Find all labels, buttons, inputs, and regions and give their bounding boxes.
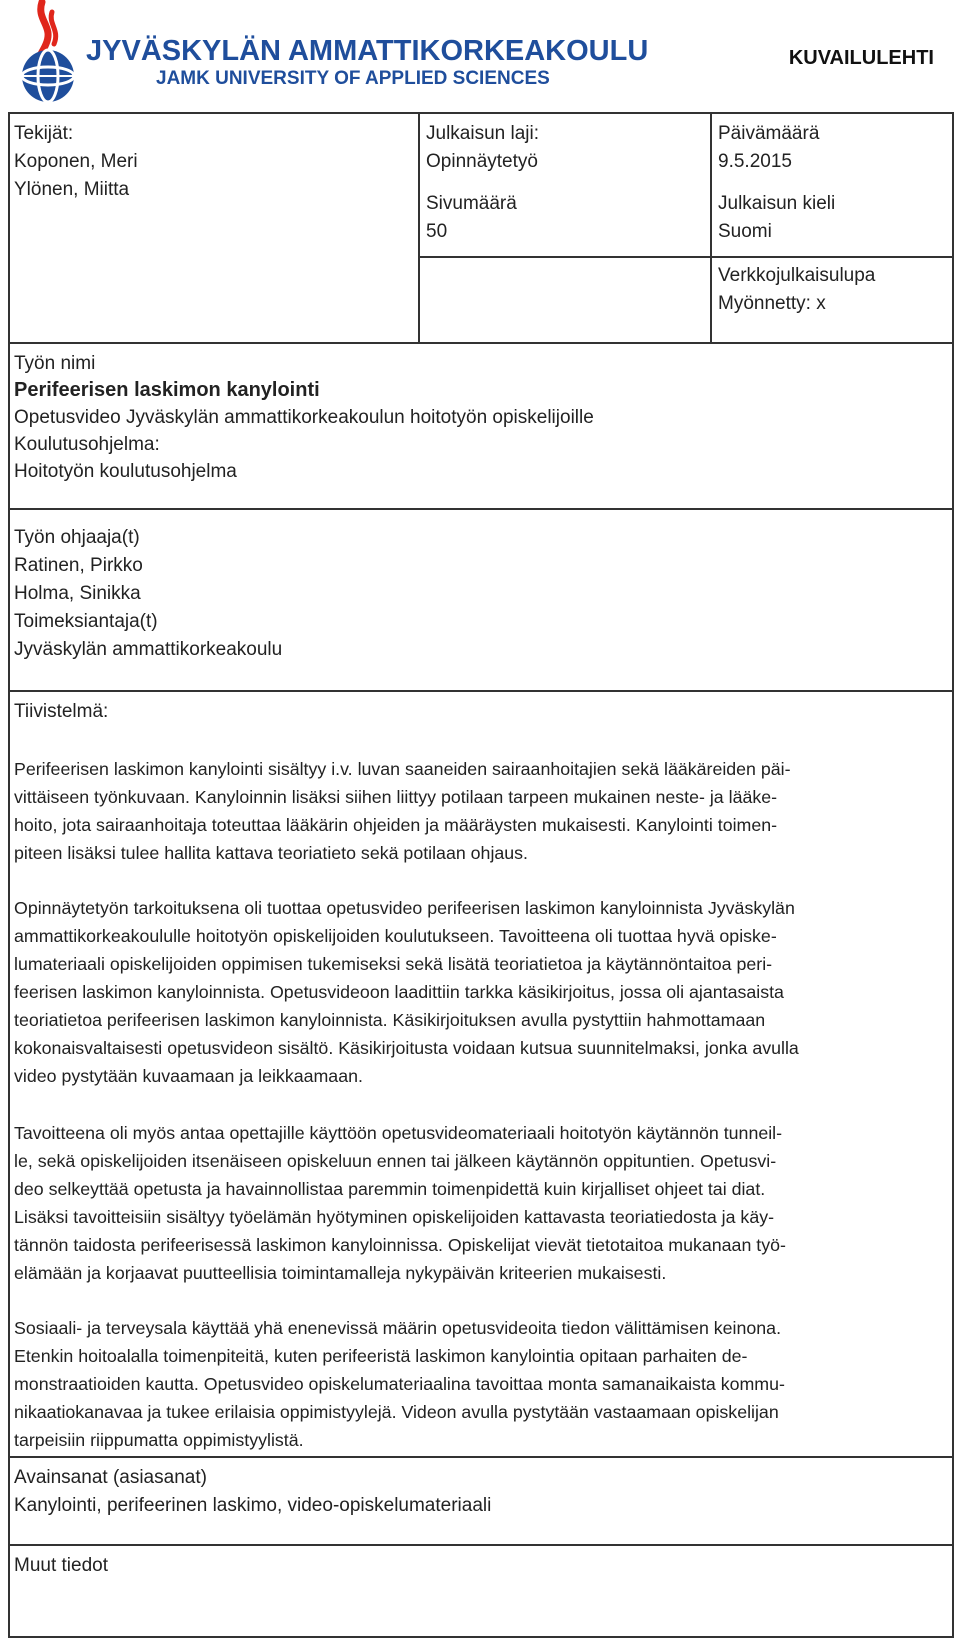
abstract-line: feerisen laskimon kanyloinnista. Opetusvideoon laadittiin tarkka käsikirjoitus, jossa oli ajantasaista <box>14 982 784 1002</box>
abstract-line: Perifeerisen laskimon kanylointi sisältyy i.v. luvan saaneiden sairaanhoitajien sekä lääkäreiden päi- <box>14 759 791 779</box>
abstract-line: ammattikorkeakoululle hoitotyön opiskelijoiden koulutukseen. Tavoitteena oli tuottaa hyvä opiske- <box>14 926 777 946</box>
document-type: KUVAILULEHTI <box>788 47 934 69</box>
row-divider-title <box>8 508 954 510</box>
keywords-value: Kanylointi, perifeerinen laskimo, video-opiskelumateriaali <box>14 1495 492 1516</box>
supervisors-cell <box>14 524 282 664</box>
online-permission-value: Myönnetty: x <box>718 293 826 314</box>
author-name: Koponen, Meri <box>14 151 138 172</box>
abstract-paragraph <box>14 894 954 1090</box>
date-label: Päivämäärä <box>718 123 820 144</box>
abstract-line: hoito, jota sairaanhoitaja toteuttaa lääkärin ohjeiden ja määräysten mukaisesti. Kanylointi toimen- <box>14 815 778 835</box>
supervisor-name: Holma, Sinikka <box>14 583 141 604</box>
author-name: Ylönen, Miitta <box>14 179 130 200</box>
abstract-paragraph <box>14 755 954 867</box>
abstract-line: le, sekä opiskelijoiden itsenäiseen opiskeluun ennen tai jälkeen käytännön oppituntien. Opetusvi- <box>14 1151 777 1171</box>
logo-subtitle: JAMK UNIVERSITY OF APPLIED SCIENCES <box>156 68 550 89</box>
row-divider-header <box>8 342 954 344</box>
document-header <box>8 0 954 112</box>
online-permission-label: Verkkojulkaisulupa <box>718 265 876 286</box>
abstract-line: Etenkin hoitoalalla toimenpiteitä, kuten perifeeristä laskimon kanylointia opitaan parhaiten de- <box>14 1346 748 1366</box>
jamk-logo <box>8 0 688 104</box>
authors-cell <box>14 120 138 204</box>
supervisors-label: Työn ohjaaja(t) <box>14 527 140 548</box>
abstract-line: piteen lisäksi tulee hallita kattava teoriatieto sekä potilaan ohjaus. <box>14 843 528 863</box>
abstract-line: Lisäksi tavoitteisiin sisältyy työelämän hyötyminen opiskelijoiden kattavasta teoriatiedosta ja käy- <box>14 1207 775 1227</box>
abstract-line: tännön taidosta perifeerisessä laskimon kanyloinnissa. Opiskelijat vievät tietotaitoa mukanaan työ- <box>14 1235 786 1255</box>
abstract-line: deo selkeyttää opetusta ja havainnollistaa paremmin toimenpidettä kuin kirjalliset ohjeet tai diat. <box>14 1179 766 1199</box>
date-cell <box>718 120 819 176</box>
abstract-paragraph <box>14 1119 954 1287</box>
supervisor-name: Ratinen, Pirkko <box>14 555 143 576</box>
abstract-paragraph <box>14 1314 954 1454</box>
work-name-label: Työn nimi <box>14 353 96 374</box>
client-value: Jyväskylän ammattikorkeakoulu <box>14 639 283 660</box>
publication-type-cell <box>426 120 539 176</box>
row-divider-abstract <box>8 1456 954 1458</box>
keywords-cell <box>14 1464 491 1520</box>
language-cell <box>718 190 835 246</box>
abstract-line: Tavoitteena oli myös antaa opettajille käyttöön opetusvideomateriaali hoitotyön käytännön tunneil- <box>14 1123 783 1143</box>
row-divider-supervisors <box>8 690 954 692</box>
work-subtitle: Opetusvideo Jyväskylän ammattikorkeakoulun hoitotyön opiskelijoille <box>14 407 594 428</box>
abstract-line: video pystytään kuvaamaan ja leikkaamaan. <box>14 1066 363 1086</box>
keywords-label: Avainsanat (asiasanat) <box>14 1467 207 1488</box>
abstract-line: tarpeisiin riippumatta oppimistyylistä. <box>14 1430 304 1450</box>
work-title: Perifeerisen laskimon kanylointi <box>14 379 320 401</box>
abstract-line: nikaatiokanavaa ja tukee erilaisia oppimistyylejä. Videon avulla pystytään vastaamaan opiskelijan <box>14 1402 779 1422</box>
abstract-line: monstraatioiden kautta. Opetusvideo opiskelumateriaalina tavoittaa monta samanaikaista kommu- <box>14 1374 785 1394</box>
publication-type-value: Opinnäytetyö <box>426 151 538 172</box>
abstract-line: teoriatietoa perifeerisen laskimon kanyloinnista. Käsikirjoituksen avulla pystyttiin hahmottamaan <box>14 1010 766 1030</box>
logo-title: JYVÄSKYLÄN AMMATTIKORKEAKOULU <box>86 35 649 67</box>
language-label: Julkaisun kieli <box>718 193 836 214</box>
abstract-line: lumateriaali opiskelijoiden oppimisen tukemiseksi sekä lisätä teoriatietoa ja käytännöntaitoa peri- <box>14 954 773 974</box>
online-permission-cell <box>718 262 875 318</box>
column-divider-1 <box>418 112 420 344</box>
date-value: 9.5.2015 <box>718 151 792 172</box>
pages-label: Sivumäärä <box>426 193 517 214</box>
language-value: Suomi <box>718 221 772 242</box>
row-divider-pages <box>418 256 954 258</box>
work-title-cell <box>14 350 594 485</box>
program-value: Hoitotyön koulutusohjelma <box>14 461 237 482</box>
abstract-line: Opinnäytetyön tarkoituksena oli tuottaa opetusvideo perifeerisen laskimon kanyloinnista Jyväskylän <box>14 898 795 918</box>
other-info-label: Muut tiedot <box>14 1555 108 1576</box>
jamk-emblem-icon <box>22 2 74 102</box>
program-label: Koulutusohjelma: <box>14 434 160 455</box>
publication-type-label: Julkaisun laji: <box>426 123 539 144</box>
pages-cell <box>426 190 517 246</box>
pages-value: 50 <box>426 221 448 242</box>
abstract-line: elämään ja korjaavat puutteellisia toimintamalleja nykypäivän kriteerien mukaisesti. <box>14 1263 667 1283</box>
authors-label: Tekijät: <box>14 123 74 144</box>
abstract-line: kokonaisvaltaisesti opetusvideon sisältö. Käsikirjoitusta voidaan kutsua suunnitelmaksi, jonka avulla <box>14 1038 799 1058</box>
abstract-line: vittäiseen työnkuvaan. Kanyloinnin lisäksi siihen liittyy potilaan tarpeen mukainen neste- ja lääke- <box>14 787 778 807</box>
client-label: Toimeksiantaja(t) <box>14 611 158 632</box>
abstract-label: Tiivistelmä: <box>14 701 109 722</box>
column-divider-2 <box>710 112 712 344</box>
abstract-line: Sosiaali- ja terveysala käyttää yhä enenevissä määrin opetusvideoita tiedon välittämisen keinona. <box>14 1318 782 1338</box>
row-divider-keywords <box>8 1544 954 1546</box>
